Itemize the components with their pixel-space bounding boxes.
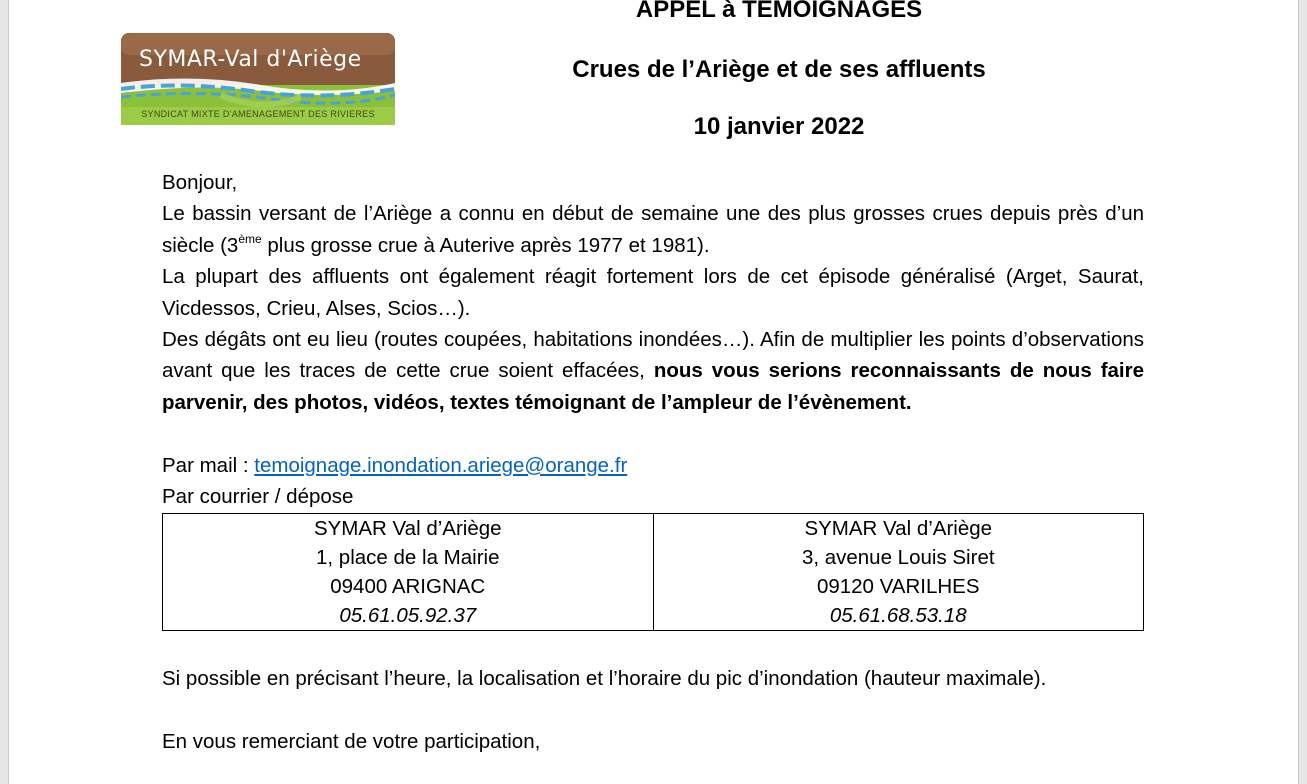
mail-link[interactable]: temoignage.inondation.ariege@orange.fr [254,453,628,477]
document-title: APPEL à TEMOIGNAGES [635,0,923,23]
paragraph-flood [162,198,1144,261]
address-phone: 05.61.68.53.18 [829,604,967,628]
paragraph-flood-text-a: Le bassin versant de l’Ariège a connu en début de semaine une des plus grosses crues depuis près d’un siècle (3 [162,202,1144,257]
closing: En vous remerciant de votre participation, [162,730,541,754]
document-page [8,0,1299,784]
address-street: 1, place de la Mairie [316,546,500,570]
paragraph-details: Si possible en précisant l’heure, la localisation et l’horaire du pic d’inondation (hauteur maximale). [162,667,1047,691]
address-name: SYMAR Val d’Ariège [313,517,502,541]
address-city: 09400 ARIGNAC [330,575,486,599]
address-table [162,513,1144,631]
letter-body [162,167,1144,758]
address-city: 09120 VARILHES [816,575,980,599]
document-date: 10 janvier 2022 [693,113,865,140]
superscript-eme: ème [238,231,262,246]
paragraph-request-text: Des dégâts ont eu lieu (routes coupées, habitations inondées…). Afin de multiplier les points d’observations avant que les traces de cette crue soient effacées, [162,328,1144,383]
address-street: 3, avenue Louis Siret [801,546,995,570]
paragraph-tributaries: La plupart des affluents ont également réagit fortement lors de cet épisode généralisé (Arget, Saurat, Vicdessos, Crieu, Alses, Scios…). [162,265,1144,320]
logo-subtitle: SYNDICAT MIXTE D'AMENAGEMENT DES RIVIERES [141,109,375,119]
logo-title: SYMAR-Val d'Ariège [139,47,362,72]
mail-line [162,450,1144,481]
address-varilhes [653,514,1144,631]
address-arignac [163,514,654,631]
mail-label: Par mail : [162,453,255,477]
greeting: Bonjour, [162,171,238,194]
address-name: SYMAR Val d’Ariège [804,517,993,541]
address-phone: 05.61.05.92.37 [339,604,477,628]
paragraph-request [162,324,1144,418]
document-subtitle: Crues de l’Ariège et de ses affluents [572,56,986,83]
symar-logo [121,33,395,125]
paragraph-request-bold: nous vous serions reconnaissants de nous faire parvenir, des photos, vidéos, textes témoignant de l’ampleur de l’évènement. [162,359,1145,414]
post-label: Par courrier / dépose [162,485,354,509]
paragraph-flood-text-b: plus grosse crue à Auterive après 1977 et 1981). [261,233,710,257]
